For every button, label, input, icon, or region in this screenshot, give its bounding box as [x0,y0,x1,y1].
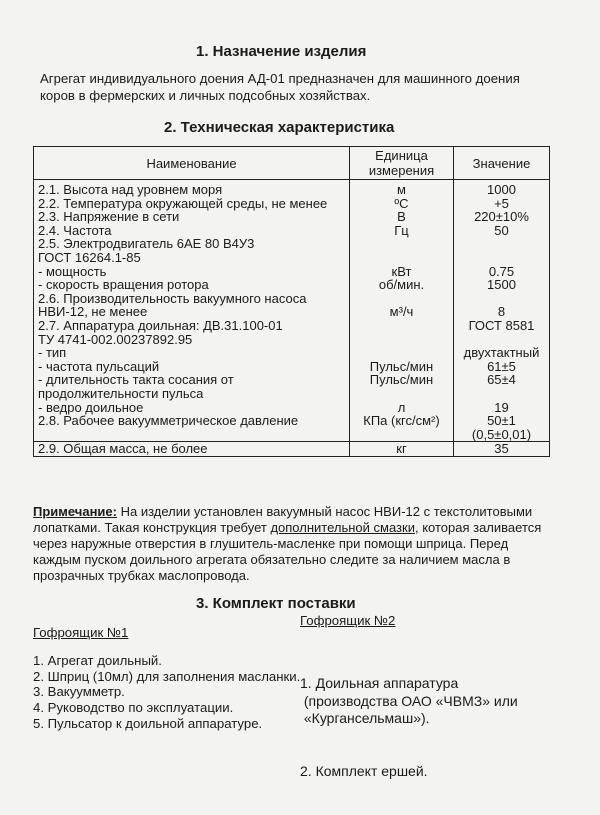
section3-title: 3. Комплект поставки [196,595,356,612]
table-row [34,278,550,292]
cell-unit [350,319,454,346]
cell-name: - ведро доильное [34,401,350,415]
cell-name: - скорость вращения ротора [34,278,350,292]
cell-unit [350,237,454,264]
section1-title: 1. Назначение изделия [196,43,367,60]
cell-value: 65±4 [454,373,550,400]
cell-value: двухтактный [454,346,550,360]
table-row [34,292,550,319]
cell-name: 2.2. Температура окружающей среды, не менее [34,197,350,211]
cell-name: 2.1. Высота над уровнем моря [34,180,350,197]
cell-name: 2.8. Рабочее вакуумметрическое давление [34,414,350,442]
box1-list [33,653,300,732]
cell-value: 50±1 (0,5±0,01) [454,414,550,442]
cell-value: 19 [454,401,550,415]
cell-value: 8 [454,292,550,319]
table-row [34,237,550,264]
list-item: 5. Пульсатор к доильной аппаратуре. [33,715,263,731]
list-item: 4. Руководство по эксплуатации. [33,700,234,716]
table-row [34,319,550,346]
cell-name: - мощность [34,265,350,279]
cell-value: 1500 [454,278,550,292]
table-row [34,373,550,400]
cell-unit: л [350,401,454,415]
cell-value: 1000 [454,180,550,197]
table-row [34,210,550,224]
cell-unit: кВт [350,265,454,279]
table-row [34,180,550,197]
section1-text: Агрегат индивидуального доения АД-01 предназначен для машинного доения коров в фермерских и личных подсобных хозяйствах. [40,71,520,103]
table-row [34,442,550,457]
cell-unit: м³/ч [350,292,454,319]
table-row [34,265,550,279]
box2-title: Гофроящик №2 [300,613,396,628]
cell-value: 220±10% [454,210,550,224]
cell-name: - тип [34,346,350,360]
cell-unit: м [350,180,454,197]
table-row [34,224,550,238]
table-row [34,414,550,442]
table-row [34,346,550,360]
cell-value: 61±5 [454,360,550,374]
cell-unit: ºС [350,197,454,211]
cell-unit: Гц [350,224,454,238]
cell-unit: КПа (кгс/см²) [350,414,454,442]
header-name: Наименование [34,147,350,180]
list-item: 2. Комплект ершей. [300,762,428,779]
cell-name: 2.4. Частота [34,224,350,238]
list-item: 2. Шприц (10мл) для заполнения масланки. [33,668,301,684]
note-label: Примечание: [33,504,117,519]
list-item: 1. Агрегат доильный. [33,653,162,668]
cell-name: - длительность такта сосания от продолжительности пульса [34,373,350,400]
cell-name: 2.7. Аппаратура доильная: ДВ.31.100-01 ТУ 4741-002.00237892.95 [34,319,350,346]
cell-name: 2.5. Электродвигатель 6АЕ 80 В4У3 ГОСТ 16264.1-85 [34,237,350,264]
cell-unit: Пульс/мин [350,373,454,400]
note-text-2: , которая заливается через наружные отверстия в глушитель-масленке при помощи шприца. Перед каждым пуском доильного агрегата обязательно следите за наличием масла в прозрачных трубках маслопровода. [33,520,542,583]
cell-value: ГОСТ 8581 [454,319,550,346]
cell-value: 35 [454,442,550,457]
cell-value: 50 [454,224,550,238]
cell-name: 2.6. Производительность вакуумного насоса НВИ-12, не менее [34,292,350,319]
note-emphasis: дополнительной смазки [270,520,415,535]
spec-table-body [34,180,550,457]
header-unit: Единица измерения [350,147,454,180]
spec-table [33,146,550,457]
section2-title: 2. Техническая характеристика [164,119,395,136]
box1-title: Гофроящик №1 [33,625,129,640]
note-text-1: На изделии установлен вакуумный насос НВИ-12 с текстолитовыми лопатками. Такая конструкция требует [33,504,533,535]
spec-table-header [34,147,550,180]
header-value: Значение [454,147,550,180]
cell-value: +5 [454,197,550,211]
cell-unit: Пульс/мин [350,360,454,374]
list-item: 1. Доильная аппаратура (производства ОАО «ЧВМЗ» или «Кургансельмаш»). [300,675,518,726]
cell-value: 0.75 [454,265,550,279]
table-row [34,197,550,211]
table-row [34,401,550,415]
cell-name: 2.3. Напряжение в сети [34,210,350,224]
cell-unit [350,346,454,360]
cell-value [454,237,550,264]
table-row [34,360,550,374]
cell-name: - частота пульсаций [34,360,350,374]
cell-name: 2.9. Общая масса, не более [34,442,350,457]
cell-unit: В [350,210,454,224]
list-item: 3. Вакуумметр. [33,684,125,700]
note-paragraph [33,504,545,584]
box2-list [300,640,518,815]
cell-unit: кг [350,442,454,457]
cell-unit: об/мин. [350,278,454,292]
